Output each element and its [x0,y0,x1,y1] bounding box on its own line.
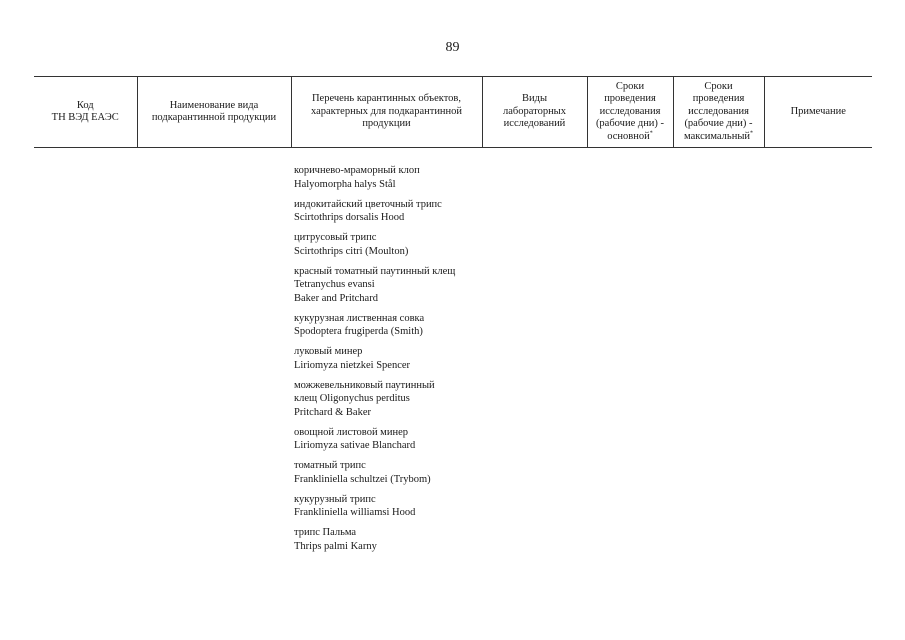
header-cell-line: (рабочие дни) - [595,118,665,130]
quarantine-object-line: Scirtothrips citri (Moulton) [294,245,409,257]
quarantine-object-line: цитрусовый трипс [294,232,377,243]
header-cell-line: подкарантинной продукции [151,112,277,123]
header-cell-line: (рабочие дни) - [684,118,753,130]
quarantine-object [294,493,494,520]
quarantine-object-line: Frankliniella schultzei (Trybom) [294,473,431,485]
page-number: 89 [445,40,460,55]
header-cell-line: Код [76,99,94,111]
quarantine-object-line: Baker and Pritchard [294,292,378,304]
header-cell-line: основной* [607,130,653,142]
quarantine-object [294,345,494,372]
quarantine-object-line: коричнево-мраморный клоп [294,165,420,176]
quarantine-object-line: красный томатный паутинный клещ [294,265,456,277]
quarantine-object-line: Halyomorpha halys Stål [294,178,396,190]
quarantine-object [294,379,494,420]
quarantine-object-line: Spodoptera frugiperda (Smith) [294,326,423,337]
header-cell-line: ТН ВЭД ЕАЭС [51,112,119,123]
header-cell-line: продукции [362,118,411,130]
header-cell-line: Сроки [704,80,733,92]
table-header-row [34,77,872,148]
quarantine-object-line: Pritchard & Baker [294,406,371,418]
footnote-mark: * [649,130,653,137]
quarantine-object-line: томатный трипс [294,460,366,471]
table-header [34,76,872,148]
header-cell-line: исследования [599,105,661,117]
quarantine-objects-list [294,164,494,560]
header-cell-lab [482,77,587,148]
header-cell-code [34,77,137,148]
quarantine-object-line: кукурузный трипс [294,493,376,505]
header-cell-product [137,77,291,148]
footnote-mark: * [750,130,753,137]
quarantine-object-line: Tetranychus evansi [294,279,375,290]
header-cell-line: исследования [688,105,749,117]
header-cell-line: Наименование вида [169,99,259,111]
quarantine-object-line: Liriomyza sativae Blanchard [294,440,416,451]
quarantine-object-line: Thrips palmi Karny [294,540,377,552]
quarantine-object [294,198,494,225]
header-cell-line: проведения [692,93,745,105]
header-cell-objects [291,77,482,148]
quarantine-object [294,265,494,306]
quarantine-object-line: овощной листовой минер [294,426,408,438]
header-cell-line: максимальный* [684,130,753,142]
header-cell-line: лабораторных [502,105,566,117]
quarantine-object-line: трипс Пальма [294,527,357,538]
header-cell-line: Виды [521,93,548,105]
header-cell-line: характерных для подкарантинной [310,105,463,117]
header-cell-line: Сроки [615,80,645,92]
header-cell-note [764,77,872,148]
quarantine-object-line: Liriomyza nietzkei Spencer [294,359,411,371]
quarantine-object [294,164,494,191]
quarantine-object-line: индокитайский цветочный трипс [294,198,442,210]
quarantine-object-line: Scirtothrips dorsalis Hood [294,212,405,223]
quarantine-object [294,312,494,339]
header-cell-term_max [673,77,764,148]
quarantine-object-line: кукурузная лиственная совка [294,312,425,324]
header-cell-term_main [587,77,673,148]
quarantine-object [294,459,494,486]
quarantine-object-line: луковый минер [294,346,363,357]
header-cell-line: проведения [604,93,656,105]
header-cell-line: Примечание [790,105,846,117]
quarantine-object [294,231,494,258]
header-cell-line: исследований [503,118,566,130]
quarantine-object-line: Frankliniella williamsi Hood [294,507,416,518]
quarantine-object [294,426,494,453]
header-cell-line: Перечень карантинных объектов, [311,93,462,105]
quarantine-object-line: клещ Oligonychus perditus [294,393,410,404]
quarantine-object-line: можжевельниковый паутинный [294,379,435,391]
quarantine-object [294,526,494,553]
